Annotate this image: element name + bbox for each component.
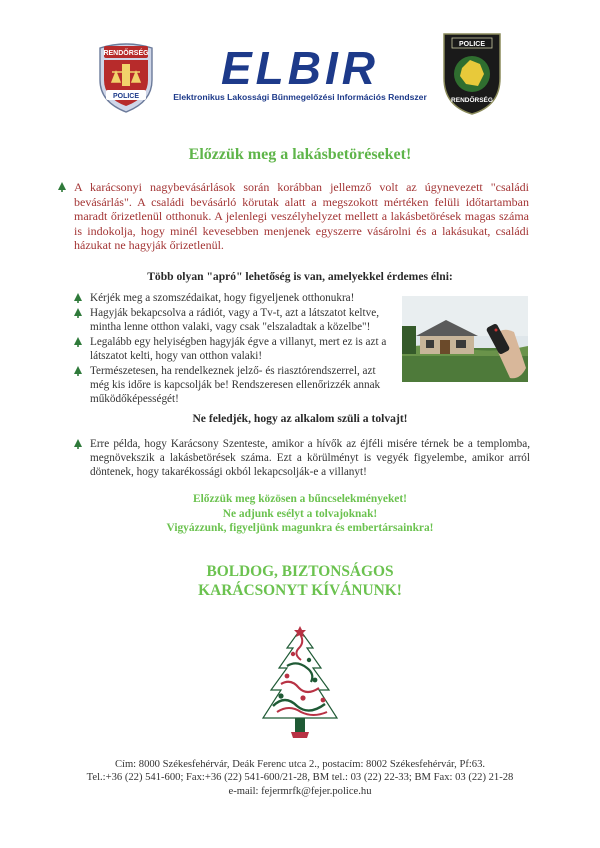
greeting-line: KARÁCSONYT KÍVÁNUNK!	[198, 582, 402, 599]
header	[96, 30, 504, 116]
greeting-line: BOLDOG, BIZTONSÁGOS	[206, 563, 394, 580]
tree-bullet-icon	[58, 182, 66, 192]
christmas-greeting	[0, 562, 600, 600]
footer-phone: Tel.:+36 (22) 541-600; Fax:+36 (22) 541-600/21-28, BM tel.: 03 (22) 22-33; BM Fax: 03 (22) 21-28	[86, 772, 514, 784]
svg-text:RENDŐRSÉG: RENDŐRSÉG	[103, 50, 149, 57]
svg-text:POLICE: POLICE	[112, 93, 140, 100]
list-item	[90, 291, 390, 305]
logo-subtitle: Elektronikus Lakossági Bűnmegelőzési Információs Rendszer	[173, 92, 427, 102]
police-round-badge-icon	[440, 30, 504, 116]
list-item	[90, 306, 390, 334]
tree-bullet-icon	[74, 366, 82, 376]
footer-address: Cím: 8000 Székesfehérvár, Deák Ferenc utca 2., postacím: 8002 Székesfehérvár, Pf:63.	[114, 759, 486, 770]
tip-text: Legalább egy helyiségben hagyják égve a villanyt, mert ez is azt a látszatot kelti, hogy van otthon valaki!	[90, 336, 387, 362]
christmas-tree-icon	[257, 626, 343, 744]
tip-text: Kérjék meg a szomszédaikat, hogy figyeljenek otthonukra!	[90, 292, 355, 304]
tips-heading: Több olyan "apró" lehetőség is van, amelyekkel érdemes élni:	[147, 270, 453, 283]
svg-text:ELBIR: ELBIR	[221, 46, 379, 88]
elbir-logo-wordmark	[166, 46, 434, 88]
tip-text: Természetesen, ha rendelkeznek jelző- és riasztórendszerrel, azt még kis időre is kapcsolják be! Rendszeresen ellenőrizzék annak működőképességét!	[90, 365, 381, 405]
tree-bullet-icon	[74, 439, 82, 449]
svg-text:POLICE: POLICE	[458, 41, 486, 48]
motto-lines	[0, 492, 600, 536]
warning-heading: Ne feledjék, hogy az alkalom szüli a tolvajt!	[192, 412, 408, 425]
tip-text: Hagyják bekapcsolva a rádiót, vagy a Tv-t, azt a látszatot keltve, mintha lenne otthon valaki, vagy csak "elszaladtak a közelbe"!	[90, 307, 380, 333]
example-paragraph	[90, 437, 530, 479]
example-text: Erre példa, hogy Karácsony Szenteste, amikor a hívők az éjféli misére térnek be a templomba, megnövekszik a lakásbetörések száma. Ezt a körülményt is vegyék figyelembe, amikor arról döntenek, hogy takarékossági okból lekapcsolják-e a villanyt!	[90, 438, 530, 478]
intro-text: A karácsonyi nagybevásárlások során korábban jellemző volt az úgynevezett "családi bevásárlás". A családi bevásárló körutak alatt a megszokott mértéken felüli időtartamban maradt őrizetlenül otthonuk. A jelenlegi veszélyhelyzet mellett a lakásbetörések magas száma is indokolja, hogy minél kevesebben menjenek egyszerre vásárolni és a lakásukat, családi házukat ne hagyják őrizetlenül.	[74, 180, 529, 253]
tree-bullet-icon	[74, 308, 82, 318]
house-remote-photo	[402, 296, 528, 382]
list-item	[90, 364, 390, 406]
svg-text:RENDŐRSÉG: RENDŐRSÉG	[451, 97, 493, 104]
intro-paragraph	[74, 180, 529, 253]
motto-line: Ne adjunk esélyt a tolvajoknak!	[222, 507, 378, 520]
tips-list	[90, 291, 390, 407]
footer-email[interactable]: e-mail: fejermrfk@fejer.police.hu	[228, 785, 372, 797]
police-shield-badge-icon	[96, 40, 156, 114]
contact-footer	[0, 758, 600, 798]
tree-bullet-icon	[74, 293, 82, 303]
motto-line: Vigyázzunk, figyeljünk magunkra és embertársainkra!	[166, 522, 434, 534]
list-item	[90, 335, 390, 363]
elbir-logo	[166, 46, 434, 116]
tree-bullet-icon	[74, 337, 82, 347]
motto-line: Előzzük meg közösen a bűncselekményeket!	[193, 493, 407, 505]
page-title: Előzzük meg a lakásbetöréseket!	[188, 146, 412, 163]
